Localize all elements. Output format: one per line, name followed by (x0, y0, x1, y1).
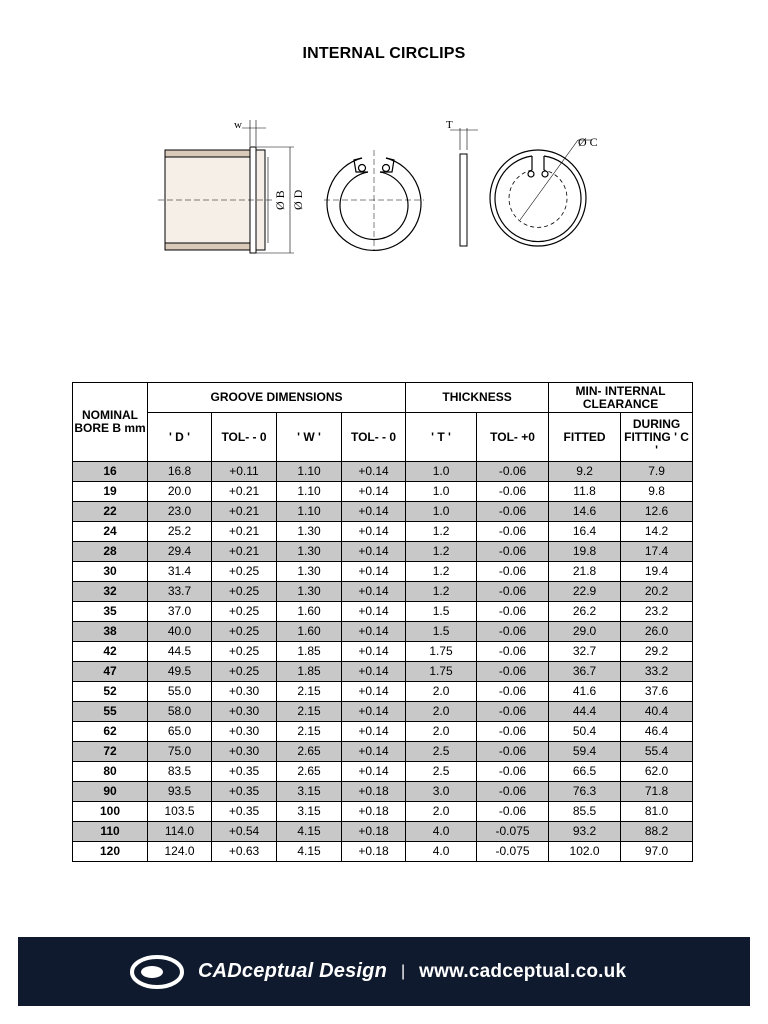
header-nominal-bore: NOMINAL BORE B mm (73, 383, 148, 462)
table-cell: 25.2 (148, 522, 212, 542)
table-cell: -0.06 (477, 482, 549, 502)
table-cell: 81.0 (621, 802, 693, 822)
table-row (73, 642, 693, 662)
bore-section-view (158, 120, 294, 253)
table-cell: 28 (73, 542, 148, 562)
table-cell: 1.75 (406, 662, 477, 682)
table-cell: 23.2 (621, 602, 693, 622)
table-cell: 100 (73, 802, 148, 822)
table-cell: 29.2 (621, 642, 693, 662)
table-cell: 1.2 (406, 542, 477, 562)
table-cell: 7.9 (621, 462, 693, 482)
table-cell: +0.25 (212, 642, 277, 662)
table-cell: 46.4 (621, 722, 693, 742)
table-cell: -0.06 (477, 782, 549, 802)
table-cell: 1.85 (277, 662, 342, 682)
table-cell: 55 (73, 702, 148, 722)
page-title: INTERNAL CIRCLIPS (302, 45, 466, 62)
table-cell: 2.15 (277, 702, 342, 722)
table-cell: 29.4 (148, 542, 212, 562)
table-cell: 2.5 (406, 762, 477, 782)
circlip-dimensions-table (72, 382, 693, 862)
circlip-front-view (324, 150, 424, 250)
table-cell: 58.0 (148, 702, 212, 722)
header-fitted: FITTED (549, 413, 621, 462)
c-dimension-label: Ø C (578, 135, 598, 149)
table-cell: 1.0 (406, 482, 477, 502)
table-cell: +0.14 (342, 522, 406, 542)
table-cell: 2.5 (406, 742, 477, 762)
table-cell: +0.11 (212, 462, 277, 482)
table-cell: -0.06 (477, 522, 549, 542)
table-cell: +0.14 (342, 502, 406, 522)
table-row (73, 842, 693, 862)
table-cell: +0.25 (212, 562, 277, 582)
table-cell: 93.2 (549, 822, 621, 842)
table-cell: +0.30 (212, 702, 277, 722)
table-cell: +0.14 (342, 722, 406, 742)
table-cell: 90 (73, 782, 148, 802)
table-cell: +0.14 (342, 562, 406, 582)
circlip-side-view (450, 128, 478, 246)
table-cell: 3.15 (277, 782, 342, 802)
table-cell: 22.9 (549, 582, 621, 602)
w-dimension-label: w (234, 119, 242, 131)
table-cell: 24 (73, 522, 148, 542)
table-cell: +0.21 (212, 502, 277, 522)
table-cell: 40.0 (148, 622, 212, 642)
table-cell: +0.14 (342, 682, 406, 702)
table-cell: 66.5 (549, 762, 621, 782)
table-cell: 29.0 (549, 622, 621, 642)
table-cell: +0.54 (212, 822, 277, 842)
table-cell: +0.21 (212, 542, 277, 562)
table-row (73, 722, 693, 742)
table-cell: +0.30 (212, 722, 277, 742)
table-cell: -0.075 (477, 842, 549, 862)
table-cell: 16.4 (549, 522, 621, 542)
table-cell: 1.2 (406, 582, 477, 602)
table-cell: -0.06 (477, 742, 549, 762)
table-cell: 17.4 (621, 542, 693, 562)
footer-banner (18, 937, 750, 1006)
table-cell: +0.14 (342, 662, 406, 682)
table-cell: +0.18 (342, 842, 406, 862)
table-cell: 1.10 (277, 462, 342, 482)
table-cell: 9.2 (549, 462, 621, 482)
table-cell: 41.6 (549, 682, 621, 702)
table-row (73, 622, 693, 642)
table-cell: 65.0 (148, 722, 212, 742)
table-cell: -0.06 (477, 682, 549, 702)
table-cell: +0.25 (212, 602, 277, 622)
table-cell: -0.06 (477, 602, 549, 622)
table-cell: 2.15 (277, 722, 342, 742)
table-cell: 1.10 (277, 502, 342, 522)
circlip-fitted-view (490, 140, 592, 246)
table-cell: 1.0 (406, 462, 477, 482)
table-cell: +0.30 (212, 682, 277, 702)
table-cell: +0.30 (212, 742, 277, 762)
table-cell: 44.5 (148, 642, 212, 662)
header-t: ' T ' (406, 413, 477, 462)
table-row (73, 542, 693, 562)
table-cell: -0.06 (477, 802, 549, 822)
table-cell: 55.0 (148, 682, 212, 702)
table-cell: +0.14 (342, 582, 406, 602)
table-cell: -0.06 (477, 502, 549, 522)
header-tol-w: TOL- - 0 (342, 413, 406, 462)
table-cell: 11.8 (549, 482, 621, 502)
table-cell: -0.06 (477, 462, 549, 482)
footer-separator: | (401, 962, 406, 980)
header-during-fitting: DURING FITTING ' C ' (621, 413, 693, 462)
table-body (73, 462, 693, 862)
table-cell: 1.85 (277, 642, 342, 662)
header-d: ' D ' (148, 413, 212, 462)
website-link[interactable]: www.cadceptual.co.uk (419, 960, 627, 982)
circlip-technical-drawing (150, 110, 620, 260)
d-dimension-label: Ø D (291, 189, 305, 210)
header-w: ' W ' (277, 413, 342, 462)
table-cell: 49.5 (148, 662, 212, 682)
table-cell: 9.8 (621, 482, 693, 502)
table-cell: 62 (73, 722, 148, 742)
table-row (73, 582, 693, 602)
table-cell: +0.14 (342, 622, 406, 642)
table-row (73, 702, 693, 722)
table-cell: 19 (73, 482, 148, 502)
table-row (73, 502, 693, 522)
table-cell: 2.0 (406, 722, 477, 742)
table-cell: +0.14 (342, 642, 406, 662)
table-cell: 2.65 (277, 742, 342, 762)
table-cell: 1.30 (277, 542, 342, 562)
table-row (73, 682, 693, 702)
table-cell: 20.0 (148, 482, 212, 502)
table-row (73, 742, 693, 762)
table-row (73, 782, 693, 802)
table-cell: 50.4 (549, 722, 621, 742)
table-cell: 36.7 (549, 662, 621, 682)
table-cell: 52 (73, 682, 148, 702)
table-cell: 38 (73, 622, 148, 642)
table-cell: 42 (73, 642, 148, 662)
table-cell: 55.4 (621, 742, 693, 762)
table-cell: 35 (73, 602, 148, 622)
table-row (73, 522, 693, 542)
table-cell: 4.15 (277, 842, 342, 862)
table-cell: 31.4 (148, 562, 212, 582)
table-cell: +0.21 (212, 482, 277, 502)
table-cell: 44.4 (549, 702, 621, 722)
table-cell: 2.0 (406, 682, 477, 702)
header-min-internal-clearance: MIN- INTERNAL CLEARANCE (549, 383, 693, 413)
table-cell: -0.06 (477, 662, 549, 682)
table-cell: +0.35 (212, 782, 277, 802)
b-dimension-label: Ø B (273, 190, 287, 210)
table-cell: 1.5 (406, 602, 477, 622)
table-cell: 19.4 (621, 562, 693, 582)
table-cell: 16 (73, 462, 148, 482)
table-cell: 40.4 (621, 702, 693, 722)
table-cell: 85.5 (549, 802, 621, 822)
table-cell: 32.7 (549, 642, 621, 662)
table-cell: 16.8 (148, 462, 212, 482)
table-cell: 103.5 (148, 802, 212, 822)
table-cell: 124.0 (148, 842, 212, 862)
table-cell: 2.0 (406, 802, 477, 822)
table-cell: 1.5 (406, 622, 477, 642)
table-cell: +0.25 (212, 622, 277, 642)
table-cell: 75.0 (148, 742, 212, 762)
table-cell: +0.14 (342, 602, 406, 622)
table-cell: 120 (73, 842, 148, 862)
table-cell: +0.35 (212, 802, 277, 822)
table-cell: 32 (73, 582, 148, 602)
table-cell: 47 (73, 662, 148, 682)
table-row (73, 762, 693, 782)
table-cell: +0.14 (342, 542, 406, 562)
header-groove-dimensions: GROOVE DIMENSIONS (148, 383, 406, 413)
table-cell: 4.15 (277, 822, 342, 842)
table-cell: 1.30 (277, 562, 342, 582)
table-cell: 59.4 (549, 742, 621, 762)
table-cell: -0.06 (477, 542, 549, 562)
table-cell: +0.18 (342, 822, 406, 842)
table-cell: +0.14 (342, 462, 406, 482)
table-cell: +0.14 (342, 702, 406, 722)
table-cell: 20.2 (621, 582, 693, 602)
table-cell: +0.35 (212, 762, 277, 782)
brand-name: CADceptual Design (198, 960, 387, 982)
table-cell: 23.0 (148, 502, 212, 522)
table-cell: 4.0 (406, 842, 477, 862)
table-cell: 93.5 (148, 782, 212, 802)
table-row (73, 602, 693, 622)
table-cell: +0.63 (212, 842, 277, 862)
table-cell: -0.06 (477, 562, 549, 582)
table-cell: 4.0 (406, 822, 477, 842)
table-row (73, 482, 693, 502)
table-cell: 33.2 (621, 662, 693, 682)
table-cell: 14.6 (549, 502, 621, 522)
table-cell: 12.6 (621, 502, 693, 522)
table-cell: 26.2 (549, 602, 621, 622)
table-cell: 1.2 (406, 562, 477, 582)
table-cell: 37.6 (621, 682, 693, 702)
table-cell: 71.8 (621, 782, 693, 802)
table-cell: 110 (73, 822, 148, 842)
table-cell: +0.14 (342, 482, 406, 502)
t-dimension-label: T (446, 119, 453, 131)
header-tol-t: TOL- +0 (477, 413, 549, 462)
table-cell: 2.15 (277, 682, 342, 702)
table-cell: 80 (73, 762, 148, 782)
table-cell: +0.25 (212, 582, 277, 602)
table-cell: 21.8 (549, 562, 621, 582)
header-tol-d: TOL- - 0 (212, 413, 277, 462)
table-cell: 26.0 (621, 622, 693, 642)
table-row (73, 462, 693, 482)
table-cell: 76.3 (549, 782, 621, 802)
table-row (73, 662, 693, 682)
table-row (73, 822, 693, 842)
table-cell: 37.0 (148, 602, 212, 622)
table-cell: +0.18 (342, 802, 406, 822)
table-cell: 1.0 (406, 502, 477, 522)
table-cell: 30 (73, 562, 148, 582)
table-cell: 2.65 (277, 762, 342, 782)
table-cell: 3.15 (277, 802, 342, 822)
table-cell: +0.14 (342, 762, 406, 782)
table-cell: 2.0 (406, 702, 477, 722)
table-cell: -0.06 (477, 702, 549, 722)
table-cell: 14.2 (621, 522, 693, 542)
table-cell: -0.075 (477, 822, 549, 842)
header-thickness: THICKNESS (406, 383, 549, 413)
table-cell: +0.25 (212, 662, 277, 682)
table-cell: 88.2 (621, 822, 693, 842)
table-cell: -0.06 (477, 642, 549, 662)
table-cell: 83.5 (148, 762, 212, 782)
table-cell: 1.10 (277, 482, 342, 502)
cadceptual-logo-icon (130, 954, 184, 990)
table-cell: 114.0 (148, 822, 212, 842)
table-cell: 1.30 (277, 522, 342, 542)
table-cell: -0.06 (477, 722, 549, 742)
table-cell: 33.7 (148, 582, 212, 602)
table-cell: 62.0 (621, 762, 693, 782)
table-cell: 1.2 (406, 522, 477, 542)
table-cell: 97.0 (621, 842, 693, 862)
table-cell: -0.06 (477, 622, 549, 642)
table-cell: 1.30 (277, 582, 342, 602)
table-cell: +0.18 (342, 782, 406, 802)
table-cell: 72 (73, 742, 148, 762)
table-cell: 1.60 (277, 622, 342, 642)
table-cell: 22 (73, 502, 148, 522)
table-cell: +0.21 (212, 522, 277, 542)
table-cell: 19.8 (549, 542, 621, 562)
table-row (73, 802, 693, 822)
table-cell: 102.0 (549, 842, 621, 862)
table-cell: 1.60 (277, 602, 342, 622)
table-cell: -0.06 (477, 582, 549, 602)
table-row (73, 562, 693, 582)
table-cell: +0.14 (342, 742, 406, 762)
table-cell: -0.06 (477, 762, 549, 782)
table-cell: 3.0 (406, 782, 477, 802)
table-cell: 1.75 (406, 642, 477, 662)
